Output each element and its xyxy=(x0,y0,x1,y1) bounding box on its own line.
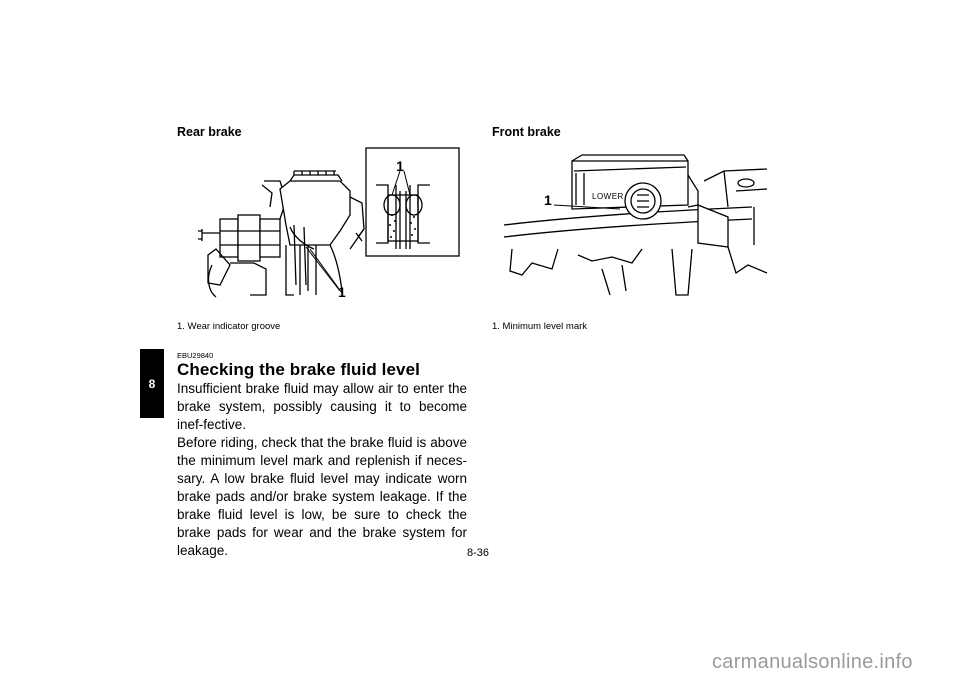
rear-brake-illustration xyxy=(190,145,465,305)
page-number: 8-36 xyxy=(467,547,490,559)
rear-callout-top: 1 xyxy=(396,158,404,174)
rear-brake-heading: Rear brake xyxy=(177,125,242,139)
section-title: Checking the brake fluid level xyxy=(177,360,420,379)
front-brake-heading: Front brake xyxy=(492,125,561,139)
body-paragraph-2: Before riding, check that the brake fluid is above the minimum level mark and replenish if neces-sary. A low brake fluid level may indicate worn brake pads and/or brake system leakage. If the brake fluid level is low, be sure to check the brake pads for wear and the brake system for leakage. xyxy=(177,435,467,558)
front-brake-caption: 1. Minimum level mark xyxy=(492,321,588,332)
body-paragraph-1: Insufficient brake fluid may allow air to enter the brake system, possibly causing it to become inef-fective. xyxy=(177,381,467,432)
chapter-tab: 8 xyxy=(140,349,164,418)
rear-brake-caption: 1. Wear indicator groove xyxy=(177,321,281,332)
watermark: carmanualsonline.info xyxy=(712,651,913,673)
reservoir-label: LOWER xyxy=(592,192,624,201)
front-brake-illustration xyxy=(492,145,777,305)
front-callout: 1 xyxy=(544,192,552,208)
rear-callout-bottom: 1 xyxy=(338,284,346,300)
section-code: EBU29840 xyxy=(177,351,214,360)
section-body xyxy=(177,380,467,560)
